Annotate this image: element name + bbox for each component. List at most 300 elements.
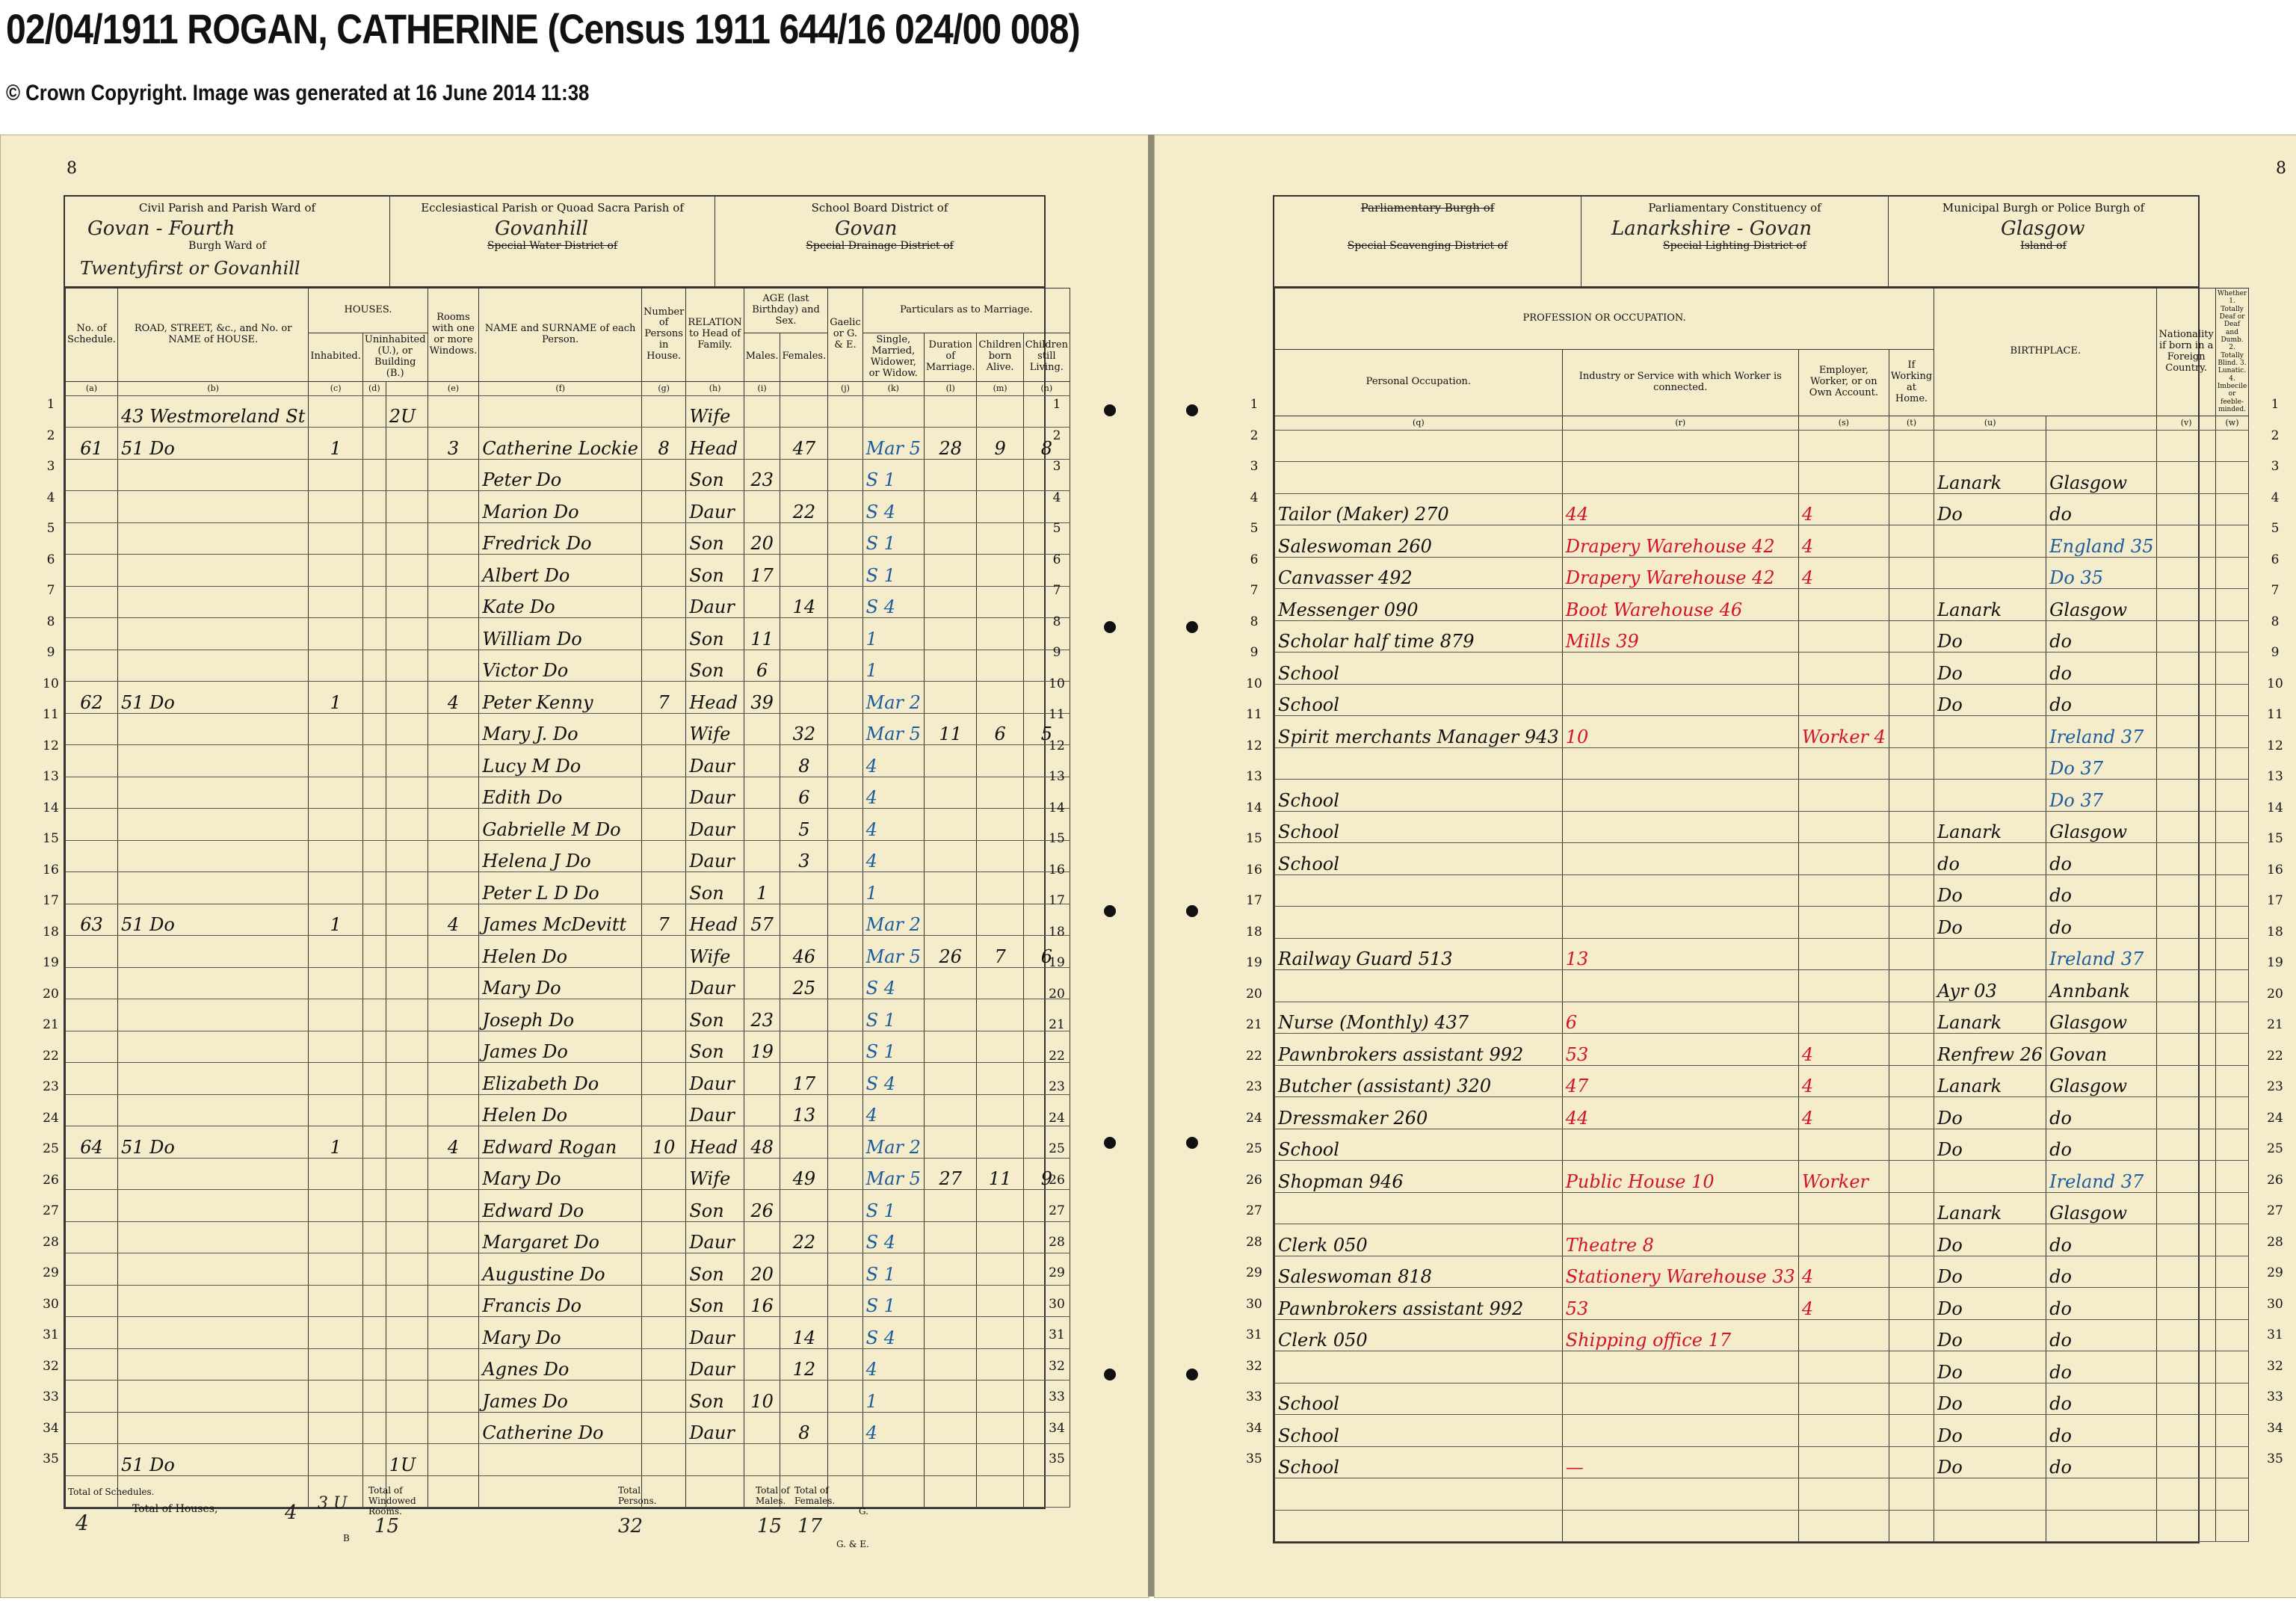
cell-g <box>828 1031 862 1063</box>
row-number: 8 <box>46 614 55 629</box>
district-boxes <box>65 197 1044 288</box>
cell-nat <box>2157 653 2215 685</box>
column-letter: (l) <box>924 381 977 395</box>
cell-home <box>1889 493 1934 525</box>
cell-emp <box>1798 684 1889 716</box>
cell-name: Agnes Do <box>479 1348 642 1381</box>
cell-name: Kate Do <box>479 586 642 618</box>
cell-ind <box>1562 1415 1798 1447</box>
cell-road: 51 Do <box>117 1126 308 1159</box>
cell-bld <box>386 522 428 555</box>
row-number: 8 <box>1250 614 1259 629</box>
cell-occ: Shopman 946 <box>1275 1161 1563 1193</box>
binder-hole <box>1186 1137 1198 1149</box>
cell-g <box>828 809 862 841</box>
cell-inh <box>309 555 362 587</box>
cell-un <box>362 777 386 809</box>
cell-road <box>117 840 308 872</box>
column-letter <box>780 381 828 395</box>
cell-dur <box>924 1253 977 1286</box>
cell-g <box>828 1126 862 1159</box>
row-number: 7 <box>1250 583 1259 598</box>
cell-un <box>362 936 386 968</box>
cell-name: Francis Do <box>479 1285 642 1317</box>
cell-town: Ireland 37 <box>2046 716 2157 748</box>
cell-inh <box>309 1158 362 1190</box>
table-row <box>1275 557 2249 589</box>
row-number: 2 <box>1250 428 1259 443</box>
cell-bld: 2U <box>386 395 428 428</box>
cell-dur <box>924 1444 977 1476</box>
cell-persons <box>642 1253 686 1286</box>
cell-dur <box>924 1381 977 1413</box>
cell-emp <box>1798 620 1889 653</box>
cell-m <box>744 745 780 777</box>
cell-name: Edward Do <box>479 1190 642 1222</box>
cell-emp: 4 <box>1798 1288 1889 1320</box>
cell-rel: Son <box>686 459 744 491</box>
cell-occ <box>1275 970 1563 1002</box>
cell-inf <box>2215 1288 2248 1320</box>
cell-name: Helen Do <box>479 936 642 968</box>
row-number: 5 <box>46 521 55 536</box>
cell-un <box>362 1031 386 1063</box>
col-employer: Employer, Worker, or on Own Account. <box>1798 350 1889 416</box>
cell-dur: 11 <box>924 713 977 745</box>
row-number: 6 <box>1052 552 1061 567</box>
cell-town: do <box>2046 493 2157 525</box>
row-number: 9 <box>1052 645 1061 660</box>
cell-town: Glasgow <box>2046 589 2157 621</box>
col-home: If Working at Home. <box>1889 350 1934 416</box>
scavenging-label: Special Scavenging District of <box>1347 240 1508 252</box>
table-row <box>1275 811 2249 843</box>
cell-g <box>828 999 862 1031</box>
cell-name: Helen Do <box>479 1094 642 1126</box>
cell-st: Mar 5 <box>862 428 924 460</box>
cell-home <box>1889 811 1934 843</box>
cell-un <box>362 1221 386 1253</box>
table-row <box>66 1412 1070 1444</box>
table-row <box>66 522 1070 555</box>
binder-hole <box>1186 621 1198 633</box>
cell-home <box>1889 589 1934 621</box>
table-row <box>1275 462 2249 494</box>
cell-born: 7 <box>977 936 1023 968</box>
cell-ind <box>1562 970 1798 1002</box>
cell-born <box>977 967 1023 999</box>
cell-rooms <box>428 1444 479 1476</box>
cell-st: S 1 <box>862 1190 924 1222</box>
cell-nat <box>2157 1383 2215 1415</box>
cell-ind: Drapery Warehouse 42 <box>1562 525 1798 558</box>
cell-nat <box>2157 1065 2215 1097</box>
cell-road <box>117 713 308 745</box>
cell-bld <box>386 1031 428 1063</box>
cell-st: Mar 2 <box>862 904 924 936</box>
row-number: 27 <box>2267 1203 2283 1218</box>
table-row <box>1275 1288 2249 1320</box>
cell-rooms <box>428 1031 479 1063</box>
cell-inf <box>2215 1446 2248 1478</box>
cell-dur: 26 <box>924 936 977 968</box>
cell-county <box>1934 1161 2046 1193</box>
cell-st: 4 <box>862 745 924 777</box>
cell-f <box>780 1126 828 1159</box>
cell-town: Glasgow <box>2046 462 2157 494</box>
table-row <box>66 936 1070 968</box>
cell-f <box>780 1253 828 1286</box>
cell-emp <box>1798 1446 1889 1478</box>
row-number: 19 <box>1049 955 1065 970</box>
row-number: 30 <box>1246 1296 1262 1312</box>
footer-houses-label: Total of Houses, <box>132 1503 218 1515</box>
col-marriage: Particulars as to Marriage. <box>862 289 1070 333</box>
cell-bld <box>386 936 428 968</box>
cell-st: S 4 <box>862 1221 924 1253</box>
cell-dur: 27 <box>924 1158 977 1190</box>
cell-name: William Do <box>479 618 642 650</box>
row-number: 31 <box>43 1327 59 1342</box>
col-personal-occupation: Personal Occupation. <box>1275 350 1563 416</box>
cell-persons: 10 <box>642 1126 686 1159</box>
cell-emp <box>1798 1383 1889 1415</box>
cell-persons <box>642 1381 686 1413</box>
col-duration: Duration of Marriage. <box>924 333 977 382</box>
cell-rel: Daur <box>686 1221 744 1253</box>
cell-bld: 1U <box>386 1444 428 1476</box>
cell-name: Gabrielle M Do <box>479 809 642 841</box>
cell-sch <box>66 809 118 841</box>
cell-county: Lanark <box>1934 1192 2046 1224</box>
table-row <box>66 1381 1070 1413</box>
cell-st: 1 <box>862 650 924 682</box>
table-row <box>66 1094 1070 1126</box>
cell-sch <box>66 1444 118 1476</box>
row-number: 6 <box>2271 552 2280 567</box>
cell-g <box>828 1094 862 1126</box>
row-number: 33 <box>1246 1389 1262 1404</box>
cell-occ: Canvasser 492 <box>1275 557 1563 589</box>
cell-ind <box>1562 1510 1798 1542</box>
cell-bld <box>386 1348 428 1381</box>
row-number: 35 <box>2267 1452 2283 1466</box>
cell-st: S 1 <box>862 999 924 1031</box>
row-number: 29 <box>1049 1265 1065 1280</box>
cell-g <box>828 1285 862 1317</box>
cell-inf <box>2215 684 2248 716</box>
cell-road <box>117 1317 308 1349</box>
row-number: 5 <box>2271 521 2280 536</box>
cell-nat <box>2157 747 2215 780</box>
cell-ind <box>1562 1383 1798 1415</box>
cell-nat <box>2157 907 2215 939</box>
row-number: 15 <box>1246 831 1262 846</box>
left-census-table <box>65 288 1070 1508</box>
row-number: 17 <box>2267 893 2283 908</box>
row-number: 14 <box>1049 800 1065 815</box>
row-number: 18 <box>43 924 59 940</box>
row-number: 14 <box>1246 800 1262 815</box>
cell-g <box>828 936 862 968</box>
cell-home <box>1889 557 1934 589</box>
cell-un <box>362 618 386 650</box>
cell-town: do <box>2046 653 2157 685</box>
column-letter: (j) <box>828 381 862 395</box>
row-number: 7 <box>2271 583 2280 598</box>
table-row <box>1275 1383 2249 1415</box>
cell-born <box>977 522 1023 555</box>
cell-inh <box>309 1031 362 1063</box>
cell-persons <box>642 555 686 587</box>
row-number: 20 <box>2267 986 2283 1002</box>
cell-g <box>828 1412 862 1444</box>
cell-bld <box>386 618 428 650</box>
cell-bld <box>386 1158 428 1190</box>
cell-occ: Clerk 050 <box>1275 1224 1563 1256</box>
row-number: 21 <box>1049 1017 1065 1032</box>
cell-home <box>1889 716 1934 748</box>
cell-dur: 28 <box>924 428 977 460</box>
cell-f: 17 <box>780 1063 828 1095</box>
cell-town: do <box>2046 620 2157 653</box>
cell-bld <box>386 1094 428 1126</box>
cell-persons <box>642 1444 686 1476</box>
cell-occ <box>1275 907 1563 939</box>
row-number: 4 <box>46 490 55 505</box>
column-letter: (g) <box>642 381 686 395</box>
cell-home <box>1889 1383 1934 1415</box>
cell-f: 47 <box>780 428 828 460</box>
cell-g <box>828 1253 862 1286</box>
cell-rooms <box>428 522 479 555</box>
cell-occ: Messenger 090 <box>1275 589 1563 621</box>
row-number: 2 <box>46 428 55 443</box>
cell-county <box>1934 557 2046 589</box>
cell-rel: Daur <box>686 745 744 777</box>
cell-home <box>1889 1097 1934 1129</box>
cell-name: Elizabeth Do <box>479 1063 642 1095</box>
cell-inf <box>2215 1351 2248 1383</box>
cell-inh <box>309 777 362 809</box>
cell-inf <box>2215 1161 2248 1193</box>
cell-home <box>1889 1256 1934 1288</box>
cell-st: S 1 <box>862 522 924 555</box>
column-letter: (d) <box>362 381 386 395</box>
cell-un <box>362 1285 386 1317</box>
cell-rooms <box>428 1348 479 1381</box>
cell-town: Do 35 <box>2046 557 2157 589</box>
cell-inh <box>309 1190 362 1222</box>
cell-nat <box>2157 620 2215 653</box>
cell-name <box>479 395 642 428</box>
cell-nat <box>2157 811 2215 843</box>
row-number: 24 <box>2267 1110 2283 1126</box>
column-letters-row-right <box>1275 416 2249 430</box>
cell-persons <box>642 713 686 745</box>
cell-inf <box>2215 716 2248 748</box>
cell-town: do <box>2046 684 2157 716</box>
cell-bld <box>386 1126 428 1159</box>
cell-inf <box>2215 907 2248 939</box>
row-number: 2 <box>1052 428 1061 443</box>
cell-f <box>780 459 828 491</box>
cell-un <box>362 872 386 904</box>
table-row <box>66 809 1070 841</box>
row-number: 15 <box>43 831 59 846</box>
cell-road <box>117 1221 308 1253</box>
cell-emp <box>1798 462 1889 494</box>
cell-persons <box>642 1412 686 1444</box>
binder-hole <box>1186 404 1198 416</box>
col-persons: Number of Persons in House. <box>642 289 686 382</box>
cell-un <box>362 809 386 841</box>
row-number: 27 <box>1246 1203 1262 1218</box>
cell-persons <box>642 491 686 523</box>
parliamentary-burgh-label: Parliamentary Burgh of <box>1360 201 1495 215</box>
cell-m: 17 <box>744 555 780 587</box>
cell-rooms <box>428 840 479 872</box>
cell-bld <box>386 682 428 714</box>
cell-nat <box>2157 1415 2215 1447</box>
cell-bld <box>386 904 428 936</box>
cell-m <box>744 809 780 841</box>
cell-born <box>977 1444 1023 1476</box>
col-profession: PROFESSION OR OCCUPATION. <box>1275 289 1934 350</box>
row-number: 23 <box>2267 1079 2283 1094</box>
cell-rooms <box>428 777 479 809</box>
cell-county: Do <box>1934 907 2046 939</box>
cell-rel <box>686 1475 744 1508</box>
cell-st: 4 <box>862 809 924 841</box>
cell-rooms <box>428 459 479 491</box>
cell-occ: Nurse (Monthly) 437 <box>1275 1002 1563 1034</box>
cell-m <box>744 586 780 618</box>
cell-town: do <box>2046 1319 2157 1351</box>
cell-f: 12 <box>780 1348 828 1381</box>
cell-sch <box>66 555 118 587</box>
cell-rooms <box>428 967 479 999</box>
cell-name: Lucy M Do <box>479 745 642 777</box>
column-letter: (b) <box>117 381 308 395</box>
row-number: 8 <box>2271 614 2280 629</box>
row-number: 11 <box>2267 707 2283 722</box>
cell-ind: Theatre 8 <box>1562 1224 1798 1256</box>
cell-inf <box>2215 1224 2248 1256</box>
cell-g <box>828 777 862 809</box>
cell-born <box>977 555 1023 587</box>
cell-ind <box>1562 811 1798 843</box>
cell-born <box>977 809 1023 841</box>
cell-road <box>117 809 308 841</box>
table-row <box>1275 1478 2249 1511</box>
cell-sch: 62 <box>66 682 118 714</box>
cell-un <box>362 1317 386 1349</box>
row-number: 2 <box>2271 428 2280 443</box>
cell-nat <box>2157 1288 2215 1320</box>
cell-un <box>362 1158 386 1190</box>
cell-nat <box>2157 1097 2215 1129</box>
row-number: 34 <box>2267 1420 2283 1436</box>
binder-hole <box>1104 404 1116 416</box>
row-number: 1 <box>2271 397 2280 412</box>
cell-born <box>977 1317 1023 1349</box>
row-number: 24 <box>1049 1110 1065 1126</box>
row-number: 21 <box>1246 1017 1262 1032</box>
cell-ind <box>1562 1192 1798 1224</box>
table-row <box>66 650 1070 682</box>
cell-persons <box>642 777 686 809</box>
cell-county <box>1934 747 2046 780</box>
cell-town: do <box>2046 1129 2157 1161</box>
cell-inf <box>2215 493 2248 525</box>
cell-bld <box>386 713 428 745</box>
table-row <box>1275 907 2249 939</box>
cell-emp: Worker 4 <box>1798 716 1889 748</box>
row-number: 16 <box>43 862 59 877</box>
cell-sch <box>66 840 118 872</box>
cell-inf <box>2215 1319 2248 1351</box>
cell-bld <box>386 1412 428 1444</box>
cell-road <box>117 1063 308 1095</box>
cell-persons <box>642 1285 686 1317</box>
cell-emp: 4 <box>1798 1034 1889 1066</box>
cell-f <box>780 522 828 555</box>
cell-home <box>1889 1319 1934 1351</box>
cell-occ <box>1275 1510 1563 1542</box>
footer-rooms-label: Total of Windowed Rooms. <box>368 1485 416 1517</box>
table-row <box>1275 1415 2249 1447</box>
cell-st: Mar 5 <box>862 1158 924 1190</box>
cell-sch <box>66 713 118 745</box>
cell-home <box>1889 1161 1934 1193</box>
cell-inh <box>309 1063 362 1095</box>
cell-m: 20 <box>744 1253 780 1286</box>
cell-st: S 1 <box>862 1253 924 1286</box>
cell-bld <box>386 777 428 809</box>
cell-sch <box>66 1158 118 1190</box>
table-row <box>66 428 1070 460</box>
cell-rooms: 3 <box>428 428 479 460</box>
cell-name: Albert Do <box>479 555 642 587</box>
cell-g <box>828 1063 862 1095</box>
cell-persons <box>642 999 686 1031</box>
cell-occ <box>1275 1192 1563 1224</box>
cell-town: Glasgow <box>2046 1192 2157 1224</box>
row-number: 10 <box>1049 676 1065 691</box>
cell-rel: Son <box>686 999 744 1031</box>
cell-nat <box>2157 970 2215 1002</box>
cell-f: 14 <box>780 586 828 618</box>
cell-inf <box>2215 620 2248 653</box>
cell-rel: Son <box>686 618 744 650</box>
row-number: 25 <box>1246 1141 1262 1156</box>
cell-born <box>977 1031 1023 1063</box>
cell-name <box>479 1475 642 1508</box>
cell-persons <box>642 586 686 618</box>
cell-rel: Daur <box>686 586 744 618</box>
cell-home <box>1889 430 1934 462</box>
row-number: 10 <box>2267 676 2283 691</box>
cell-born <box>977 777 1023 809</box>
cell-county: do <box>1934 843 2046 875</box>
row-number: 6 <box>1250 552 1259 567</box>
quoad-sacra-value: Govanhill <box>495 218 589 240</box>
cell-nat <box>2157 462 2215 494</box>
cell-g <box>828 872 862 904</box>
col-road: ROAD, STREET, &c., and No. or NAME of HOUSE. <box>117 289 308 382</box>
cell-occ <box>1275 874 1563 907</box>
